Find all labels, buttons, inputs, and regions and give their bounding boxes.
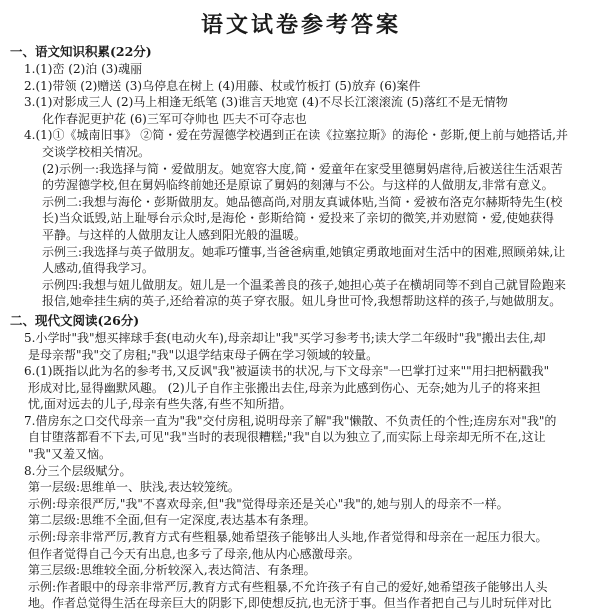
answer-line: (2)示例一:我选择与简・爱做朋友。她宽容大度,简・爱童年在家受里德舅妈虐待,后被送往生活艰苦 bbox=[42, 161, 563, 176]
answer-line: 的劳渥德学校,但在舅妈临终前她还是原谅了舅妈的刻薄与不公。与这样的人做朋友,非常有意义。 bbox=[42, 178, 554, 193]
answer-line: 示例二:我想与海伦・彭斯做朋友。她品德高尚,对朋友真诚体贴,当简・爱被布洛克尔赫斯特先生(校 bbox=[42, 194, 563, 209]
answer-line: 7.借房东之口交代母亲一直为"我"交付房租,说明母亲了解"我"懒散、不负责任的个性;连房东对"我"的 bbox=[24, 413, 557, 428]
page-title: 语文试卷参考答案 bbox=[200, 12, 401, 38]
answer-line: 4.(1)①《城南旧事》 ②简・爱在劳渥德学校遇到正在读《拉塞拉斯》的海伦・彭斯,便上前与她搭话,并 bbox=[24, 128, 568, 143]
answer-line: "我"又羞又恼。 bbox=[28, 447, 112, 462]
answer-line: 第一层级:思维单一、肤浅,表达较笼统。 bbox=[28, 480, 240, 495]
answer-line: 但作者觉得自己今天有出息,也多亏了母亲,他从内心感激母亲。 bbox=[28, 546, 360, 561]
answer-line: 5.小学时"我"想买摔球手套(电动火车),母亲却让"我"买学习参考书;读大学二年级时"我"搬出去住,却 bbox=[24, 330, 546, 345]
answer-line: 报信,她牵挂生病的英子,还给着凉的英子穿衣服。妞儿身世可怜,我想帮助这样的孩子,与她做朋友。 bbox=[42, 294, 562, 309]
section-heading: 一、语文知识积累(22分) bbox=[10, 44, 152, 59]
answer-line: 2.(1)带领 (2)赠送 (3)乌停息在树上 (4)用藤、杖或竹板打 (5)放弃 (6)案件 bbox=[24, 78, 421, 93]
answer-line: 示例:作者眼中的母亲非常严厉,教育方式有些粗暴,不允许孩子有自己的爱好,她希望孩子能够出人头 bbox=[28, 579, 548, 594]
answer-line: 平静。与这样的人做朋友让人感到阳光般的温暖。 bbox=[42, 227, 307, 242]
answer-line: 长)当众诋毁,站上耻辱台示众时,是海伦・彭斯给简・爱投来了亲切的微笑,并劝慰简・爱,使她获得 bbox=[42, 211, 554, 226]
answer-line: 是母亲帮"我"交了房租;"我"以退学结束母子俩在学习领域的较量。 bbox=[28, 347, 379, 362]
answer-line: 1.(1)峦 (2)泊 (3)魂丽 bbox=[24, 62, 143, 76]
answer-line: 第三层级:思维较全面,分析较深入,表达简洁、有条理。 bbox=[28, 563, 316, 578]
answer-content bbox=[10, 43, 588, 612]
answer-line: 示例:母亲非常严厉,教育方式有些粗暴,她希望孩子能够出人头地,作者觉得和母亲在一起压力很大。 bbox=[28, 530, 548, 545]
answer-line: 忧,面对远去的儿子,母亲有些失落,有些不知所措。 bbox=[28, 397, 292, 412]
answer-line: 交谈学校相关情况。 bbox=[42, 144, 151, 159]
answer-line: 3.(1)对影成三人 (2)马上相逢无纸笔 (3)谁言天地宽 (4)不尽长江滚滚流 (5)落红不是无情物 bbox=[24, 95, 508, 110]
answer-line: 8.分三个层级赋分。 bbox=[24, 463, 132, 478]
answer-line: 化作春泥更护花 (6)三军可夺帅也 匹夫不可夺志也 bbox=[42, 111, 307, 126]
answer-line: 形成对比,显得幽默风趣。 (2)儿子自作主张搬出去住,母亲为此感到伤心、无奈;她为儿子的将来担 bbox=[28, 380, 541, 395]
answer-line: 人感动,值得我学习。 bbox=[42, 261, 154, 276]
answer-line: 示例四:我想与妞儿做朋友。妞儿是一个温柔善良的孩子,她担心英子在横胡同等不到自己就冒险跑来 bbox=[42, 277, 566, 292]
answer-line: 自甘堕落都看不下去,可见"我"当时的表现很糟糕;"我"自以为独立了,而实际上母亲却无所不在,这让 bbox=[28, 430, 546, 445]
section-heading: 二、现代文阅读(26分) bbox=[10, 312, 140, 328]
answer-line: 地。作者总觉得生活在母亲巨大的阴影下,即使想反抗,也无济于事。但当作者把自己与儿时玩伴对比 bbox=[28, 596, 552, 611]
answer-line: 6.(1)既指以此为名的参考书,又反讽"我"被逼读书的状况,与下文母亲"一巴掌打过来""用扫把柄戳我" bbox=[24, 364, 550, 379]
answer-line: 第二层级:思维不全面,但有一定深度,表达基本有条理。 bbox=[28, 513, 316, 528]
answer-line: 示例三:我选择与英子做朋友。她乖巧懂事,当爸爸病重,她镇定勇敢地面对生活中的困难,照顾弟妹,让 bbox=[42, 244, 566, 259]
answer-line: 示例:母亲很严厉,"我"不喜欢母亲,但"我"觉得母亲还是关心"我"的,她与别人的母亲不一样。 bbox=[28, 496, 509, 511]
